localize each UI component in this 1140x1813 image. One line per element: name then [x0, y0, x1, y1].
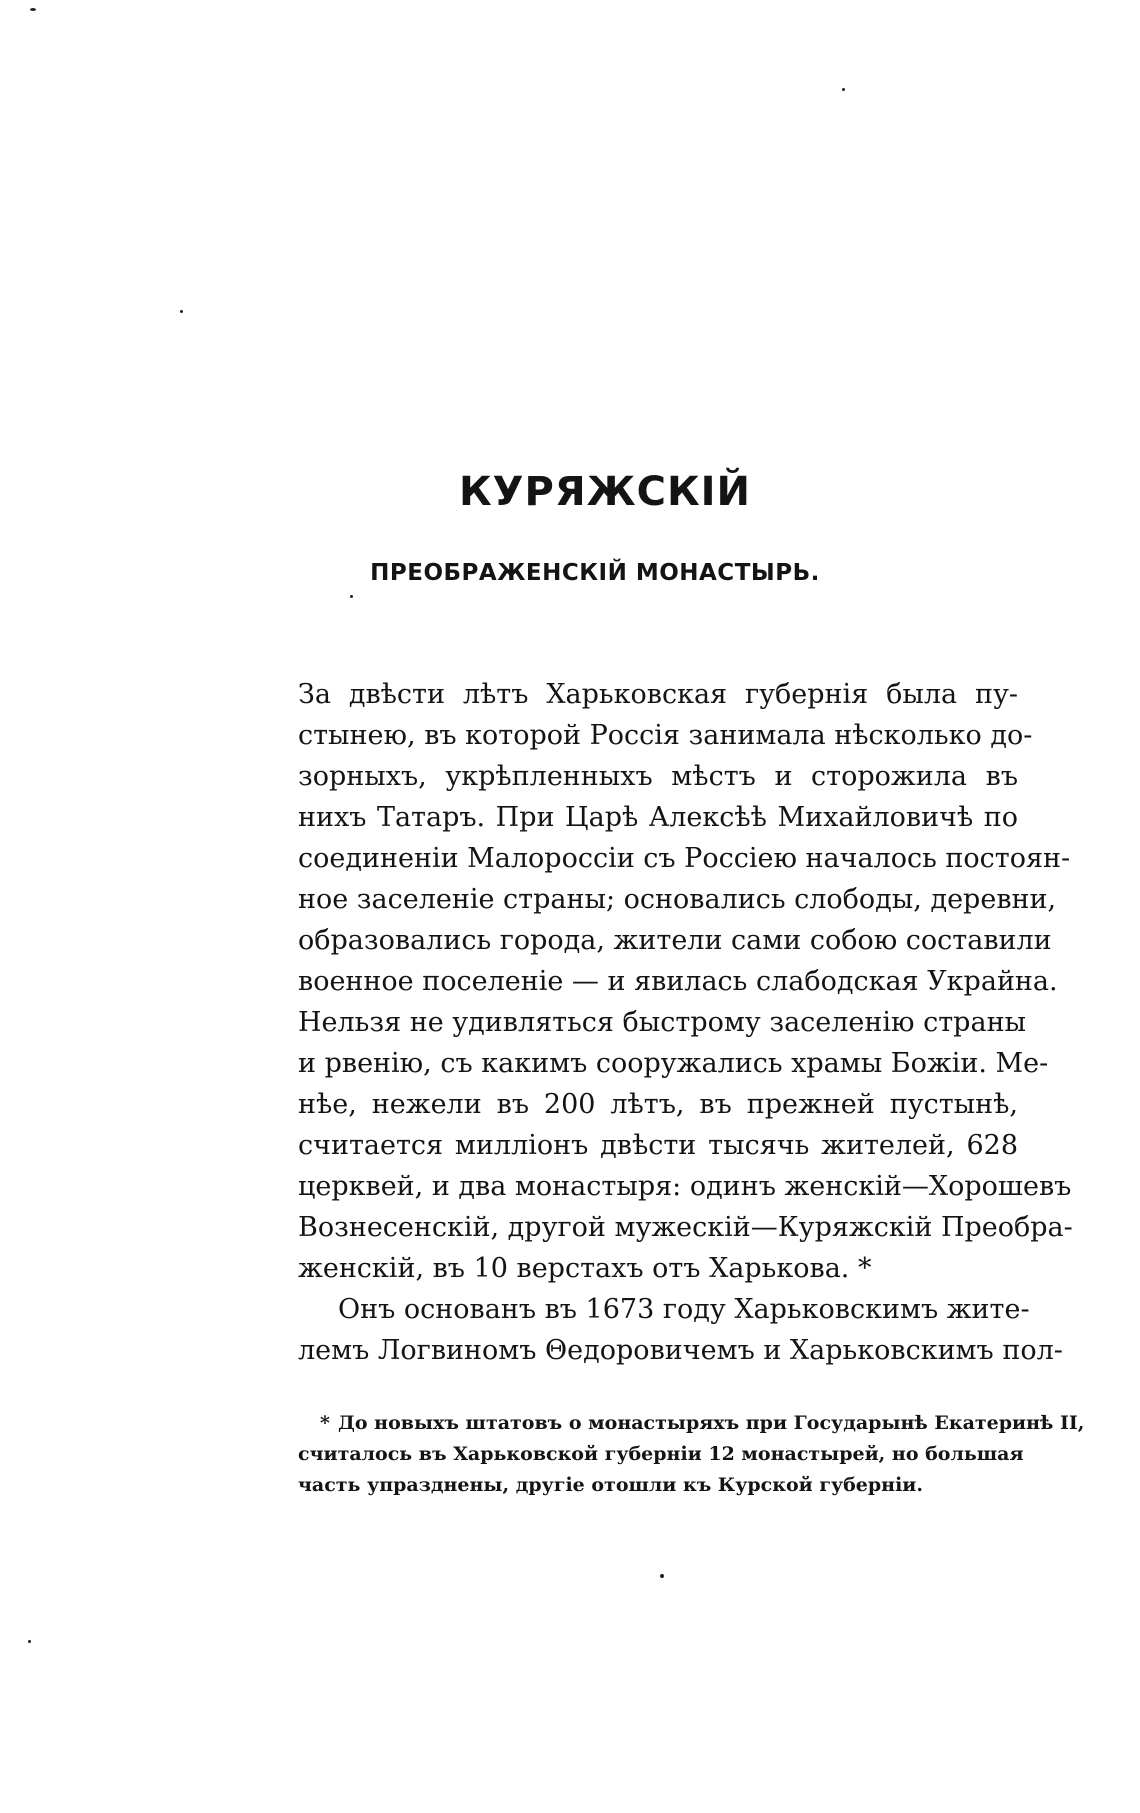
page-subtitle: ПРЕОБРАЖЕНСКІЙ МОНАСТЫРЬ.	[370, 560, 820, 586]
page-title: КУРЯЖСКІЙ	[458, 469, 752, 515]
body-line: нѣе, нежели въ 200 лѣтъ, въ прежней пустынѣ,	[298, 1089, 1018, 1120]
body-line: женскій, въ 10 верстахъ отъ Харькова. *	[298, 1253, 872, 1284]
print-speck	[28, 1640, 31, 1643]
body-line: стынею, въ которой Россія занимала нѣсколько до-	[298, 720, 1033, 751]
body-line: лемъ Логвиномъ Θедоровичемъ и Харьковскимъ пол-	[298, 1335, 1063, 1366]
body-line: Нельзя не удивляться быстрому заселенію страны	[298, 1007, 1027, 1038]
body-line: соединеніи Малороссіи съ Россіею началось постоян-	[298, 843, 1071, 874]
body-line: нихъ Татаръ. При Царѣ Алексѣѣ Михайловичѣ по	[298, 802, 1018, 833]
footnote-line: часть упразднены, другіе отошли къ Курской губерніи.	[298, 1474, 924, 1496]
body-line: Онъ основанъ въ 1673 году Харьковскимъ жите-	[338, 1294, 1030, 1325]
print-speck	[350, 595, 353, 598]
footnote-marker: *	[320, 1412, 330, 1434]
body-line: ное заселеніе страны; основались слободы, деревни,	[298, 884, 1057, 915]
print-speck	[660, 1574, 664, 1578]
body-line: считается милліонъ двѣсти тысячь жителей, 628	[298, 1130, 1018, 1161]
print-speck	[30, 8, 36, 11]
footnote-line	[298, 1408, 1085, 1439]
print-speck	[180, 310, 183, 313]
body-line: Вознесенскій, другой мужескій—Куряжскій Преобра-	[298, 1212, 1073, 1243]
footnote	[298, 1408, 1085, 1501]
print-speck	[842, 88, 845, 91]
footnote-line: считалось въ Харьковской губерніи 12 монастырей, но большая	[298, 1443, 1024, 1465]
body-line: За двѣсти лѣтъ Харьковская губернія была пу-	[298, 679, 1018, 710]
body-line: церквей, и два монастыря: одинъ женскій—Хорошевъ	[298, 1171, 1072, 1202]
body-line: и рвенію, съ какимъ сооружались храмы Божіи. Ме-	[298, 1048, 1049, 1079]
body-line: военное поселеніе — и явилась слабодская Украйна.	[298, 966, 1058, 997]
body-line: зорныхъ, укрѣпленныхъ мѣстъ и сторожила въ	[298, 761, 1018, 792]
body-line: образовались города, жители сами собою составили	[298, 925, 1052, 956]
body-text	[298, 674, 1073, 1371]
footnote-text: До новыхъ штатовъ о монастыряхъ при Государынѣ Екатеринѣ II,	[338, 1412, 1085, 1434]
